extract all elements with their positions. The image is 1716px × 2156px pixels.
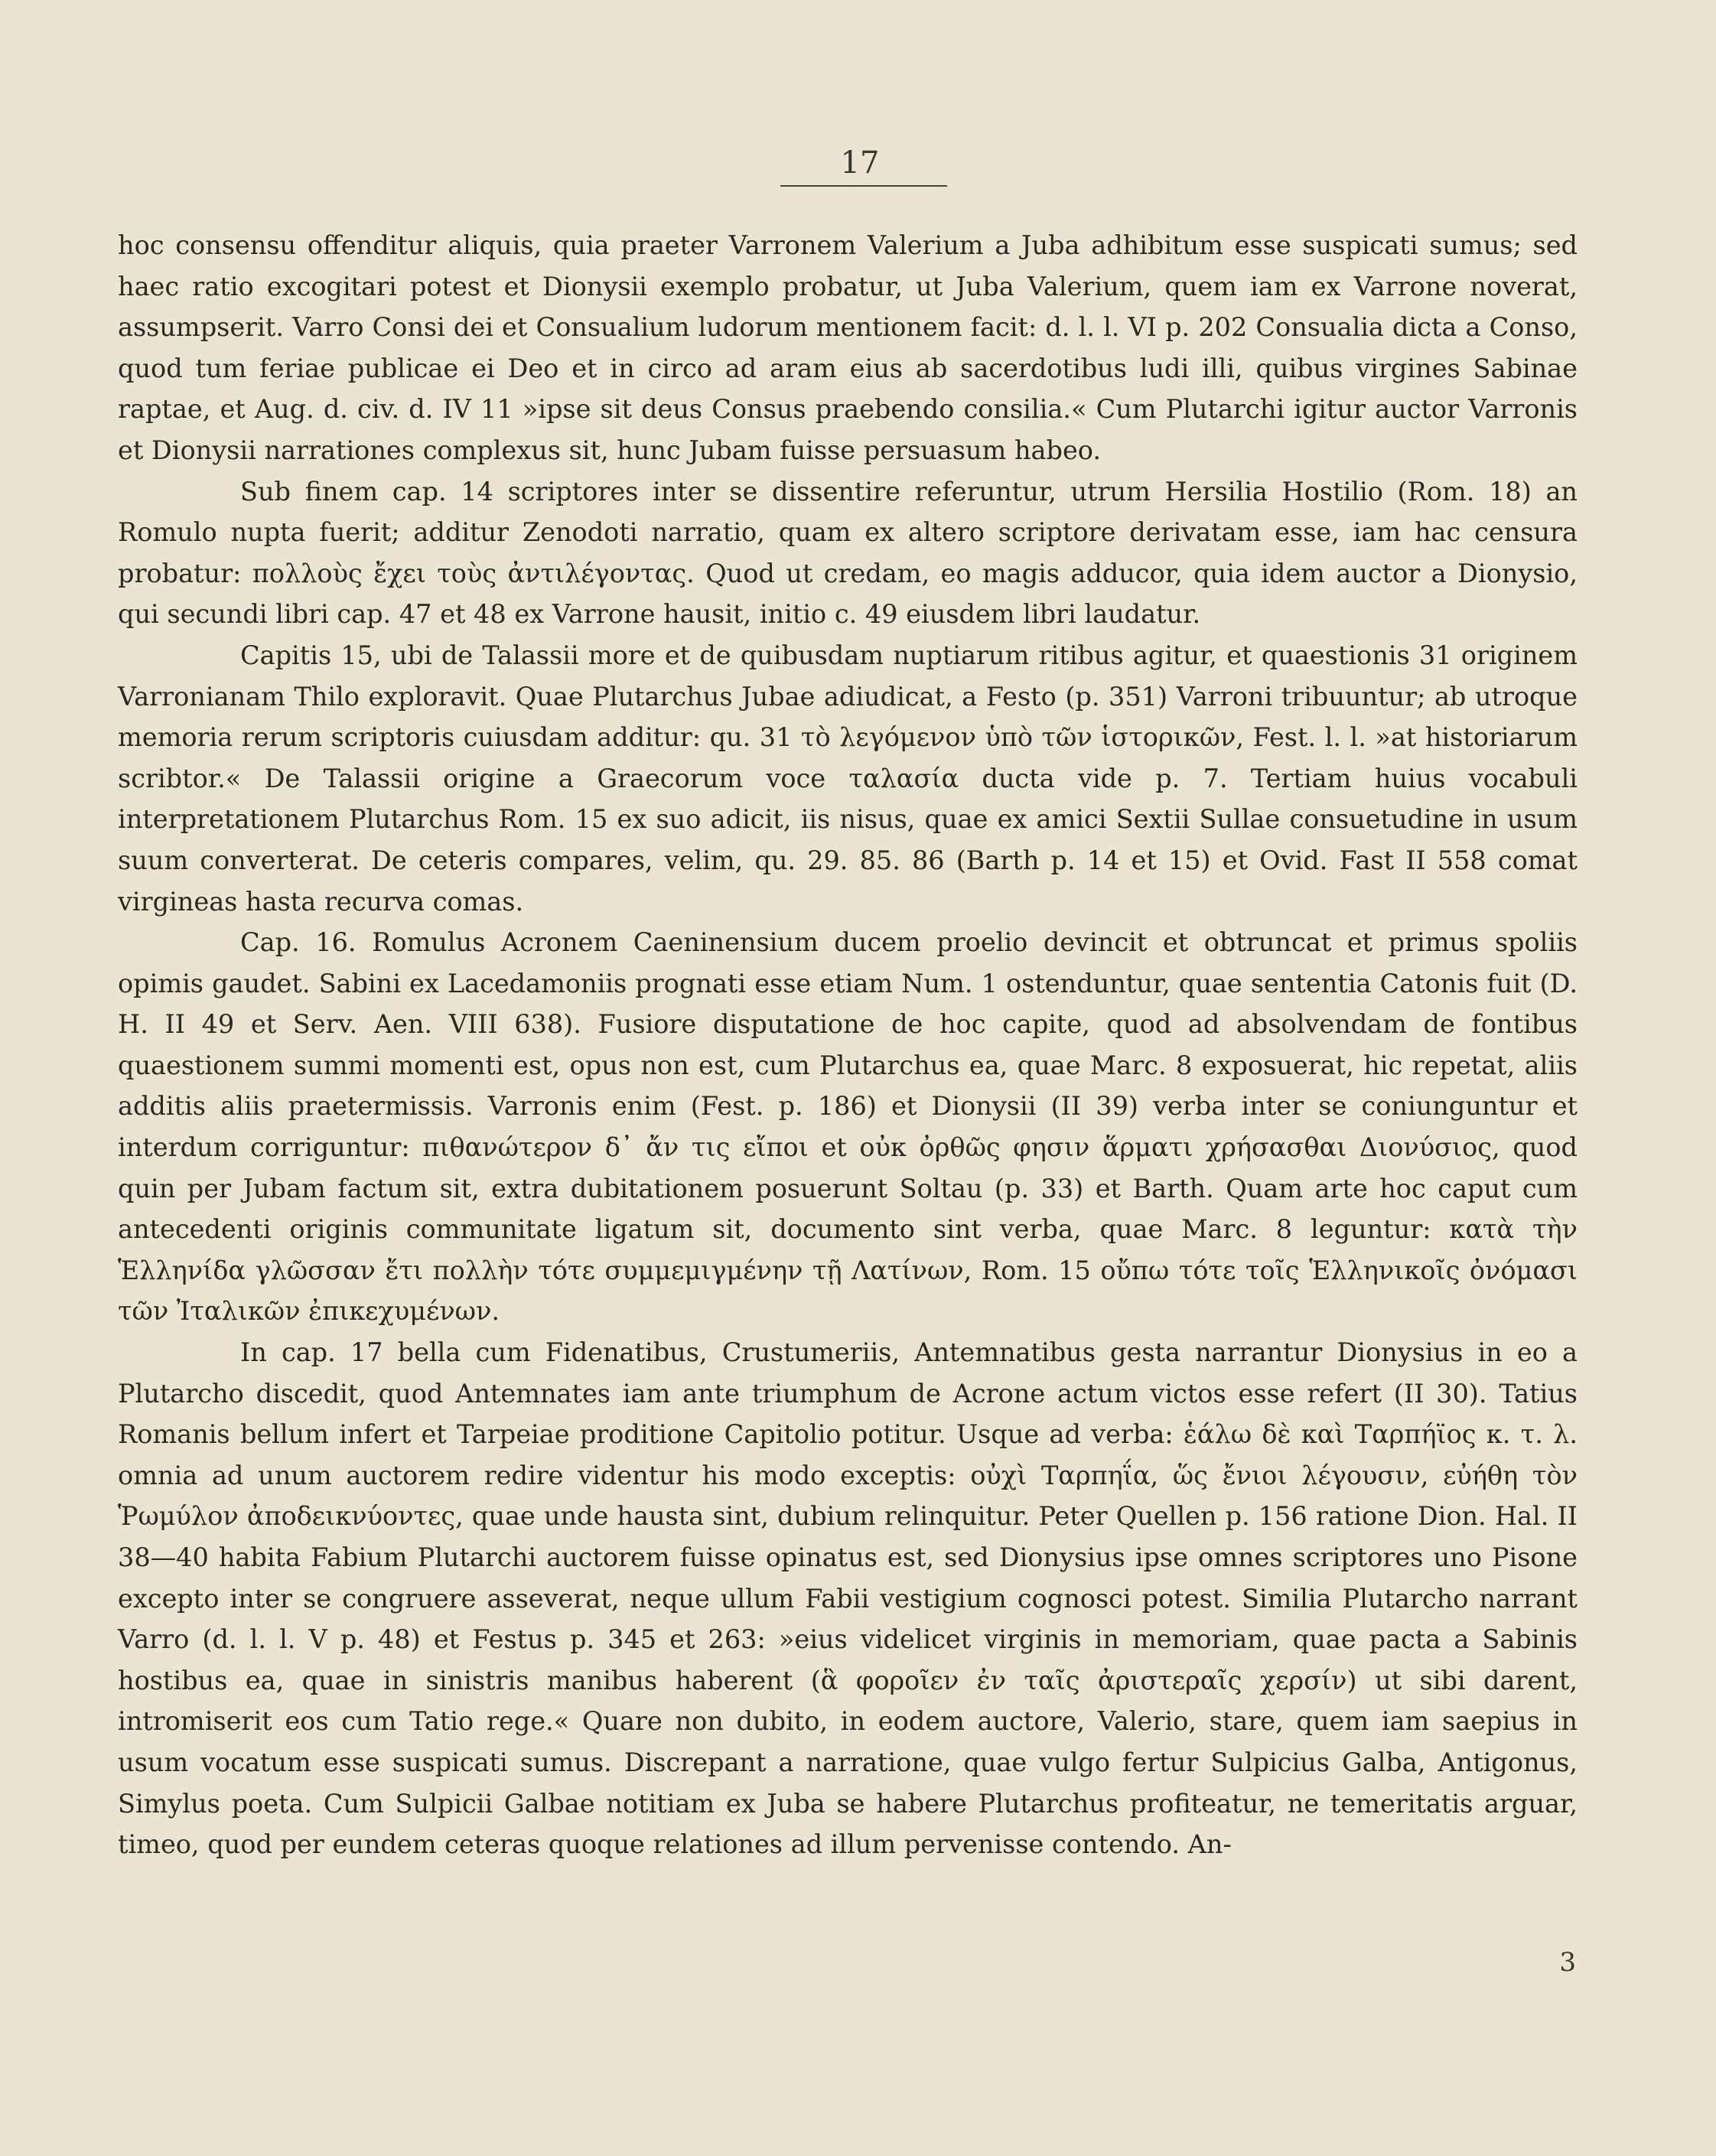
header-rule [780, 185, 947, 187]
paragraph-4: Cap. 16. Romulus Acronem Caeninensium ducem proelio devincit et obtruncat et primus spoliis opimis gaudet. Sabini ex Lacedamoniis prognati esse etiam Num. 1 ostenduntur, quae sententia Catonis fuit (D. H. II 49 et Serv. Aen. VIII 638). Fusiore disputatione de hoc capite, quod ad absolvendam de fontibus quaestionem summi momenti est, opus non est, cum Plutarchus ea, quae Marc. 8 exposuerat, hic repetat, aliis additis aliis praetermissis. Varronis enim (Fest. p. 186) et Dionysii (II 39) verba inter se coniunguntur et interdum corriguntur: πιθανώτερον δ᾽ ἄν τις εἴποι et οὐκ ὀρθῶς φησιν ἅρματι χρήσασθαι Διονύσιος, quod quin per Jubam factum sit, extra dubitationem posuerunt Soltau (p. 33) et Barth. Quam arte hoc caput cum antecedenti originis communitate ligatum sit, documento sint verba, quae Marc. 8 leguntur: κατὰ τὴν Ἑλληνίδα γλῶσσαν ἔτι πολλὴν τότε συμμεμιγμένην τῇ Λατίνων, Rom. 15 οὔπω τότε τοῖς Ἑλληνικοῖς ὀνόμασι τῶν Ἰταλικῶν ἐπικεχυμένων. [118, 927, 1578, 1327]
page-number: 17 [840, 145, 880, 181]
paragraph-1: hoc consensu offenditur aliquis, quia praeter Varronem Valerium a Juba adhibitum esse suspicati sumus; sed haec ratio excogitari potest et Dionysii exemplo probatur, ut Juba Valerium, quem iam ex Varrone noverat, assumpserit. Varro Consi dei et Consualium ludorum mentionem facit: d. l. l. VI p. 202 Consualia dicta a Conso, quod tum feriae publicae ei Deo et in circo ad aram eius ab sacerdotibus ludi illi, quibus virgines Sabinae raptae, et Aug. d. civ. d. IV 11 »ipse sit deus Consus praebendo consilia.« Cum Plutarchi igitur auctor Varronis et Dionysii narrationes complexus sit, hunc Jubam fuisse persuasum habeo. [118, 230, 1578, 465]
signature-mark: 3 [1559, 1947, 1576, 1978]
paragraph-5: In cap. 17 bella cum Fidenatibus, Crustumeriis, Antemnatibus gesta narrantur Dionysius in eo a Plutarcho discedit, quod Antemnates iam ante triumphum de Acrone actum victos esse refert (II 30). Tatius Romanis bellum infert et Tarpeiae proditione Capitolio potitur. Usque ad verba: ἑάλω δὲ καὶ Ταρπήϊος κ. τ. λ. omnia ad unum auctorem redire videntur his modo exceptis: οὐχὶ Ταρπηΐα, ὥς ἔνιοι λέγουσιν, εὐήθη τὸν Ῥωμύλον ἀποδεικνύοντες, quae unde hausta sint, dubium relinquitur. Peter Quellen p. 156 ratione Dion. Hal. II 38—40 habita Fabium Plutarchi auctorem fuisse opinatus est, sed Dionysius ipse omnes scriptores uno Pisone excepto inter se congruere asseverat, neque ullum Fabii vestigium cognosci potest. Similia Plutarcho narrant Varro (d. l. l. V p. 48) et Festus p. 345 et 263: »eius videlicet virginis in memoriam, quae pacta a Sabinis hostibus ea, quae in sinistris manibus haberent (ἃ φοροῖεν ἐν ταῖς ἀριστεραῖς χερσίν) ut sibi darent, intromiserit eos cum Tatio rege.« Quare non dubito, in eodem auctore, Valerio, stare, quem iam saepius in usum vocatum esse suspicati sumus. Discrepant a narratione, quae vulgo fertur Sulpicius Galba, Antigonus, Simylus poeta. Cum Sulpicii Galbae notitiam ex Juba se habere Plutarchus profiteatur, ne temeritatis arguar, timeo, quod per eundem ceteras quoque relationes ad illum pervenisse contendo. An- [118, 1337, 1578, 1860]
paragraph-2: Sub finem cap. 14 scriptores inter se dissentire referuntur, utrum Hersilia Hostilio (Rom. 18) an Romulo nupta fuerit; additur Zenodoti narratio, quam ex altero scriptore derivatam esse, iam hac censura probatur: πολλοὺς ἔχει τοὺς ἀντιλέγοντας. Quod ut credam, eo magis adducor, quia idem auctor a Dionysio, qui secundi libri cap. 47 et 48 ex Varrone hausit, initio c. 49 eiusdem libri laudatur. [118, 476, 1578, 630]
body-text [118, 225, 1578, 1865]
paragraph-3: Capitis 15, ubi de Talassii more et de quibusdam nuptiarum ritibus agitur, et quaestionis 31 originem Varronianam Thilo exploravit. Quae Plutarchus Jubae adiudicat, a Festo (p. 351) Varroni tribuuntur; ab utroque memoria rerum scriptoris cuiusdam additur: qu. 31 τὸ λεγόμενον ὑπὸ τῶν ἱστορικῶν, Fest. l. l. »at historiarum scribtor.« De Talassii origine a Graecorum voce ταλασία ducta vide p. 7. Tertiam huius vocabuli interpretationem Plutarchus Rom. 15 ex suo adicit, iis nisus, quae ex amici Sextii Sullae consuetudine in usum suum converterat. De ceteris compares, velim, qu. 29. 85. 86 (Barth p. 14 et 15) et Ovid. Fast II 558 comat virgineas hasta recurva comas. [118, 640, 1578, 917]
